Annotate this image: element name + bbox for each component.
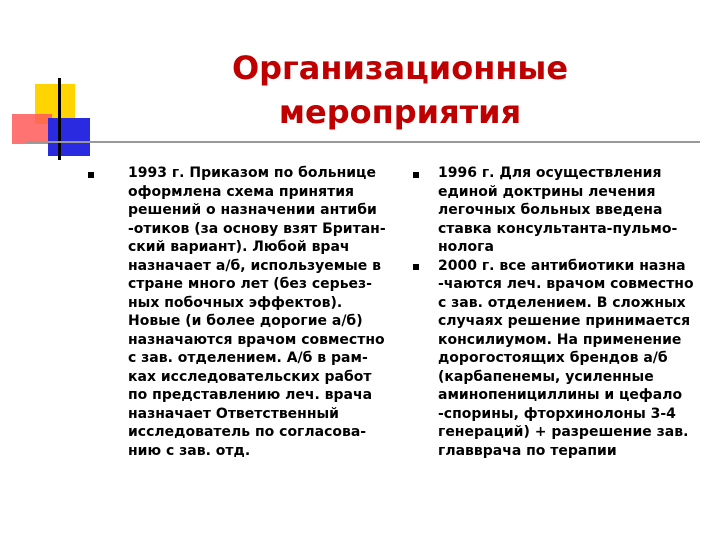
right-column	[438, 164, 706, 460]
title-divider	[26, 141, 700, 143]
square-bullet-icon	[88, 172, 94, 178]
decor-blue-square	[48, 118, 90, 156]
title-line-1: Организационные	[231, 49, 569, 87]
page-title	[200, 46, 600, 134]
square-bullet-icon	[413, 172, 419, 178]
right-paragraph-2: 2000 г. все антибиотики назна -чаются леч. врачом совместно с зав. отделением. В сложных случаях решение принимается консилиумом. На применение дорогостоящих брендов а/б (карбапенемы, усиленные аминопенициллины и цефало -спорины, фторхинолоны 3-4 генераций) + разрешение зав. главврача по терапии	[438, 257, 694, 459]
right-paragraph-1: 1996 г. Для осуществления единой доктрины лечения легочных больных введена ставка консультанта-пульмо-нолога	[438, 165, 678, 255]
title-line-2: мероприятия	[278, 93, 522, 131]
square-bullet-icon	[413, 264, 419, 270]
decor-red-square	[12, 114, 52, 144]
decor-vertical-line	[58, 78, 61, 160]
left-column	[128, 164, 390, 460]
left-paragraph-1: 1993 г. Приказом по больнице оформлена схема принятия решений о назначении антиби -отиков (за основу взят Британ-ский вариант). Любой врач назначает а/б, используемые в стране много лет (без серьез-ных побочных эффектов). Новые (и более дорогие а/б) назначаются врачом совместно с зав. отделением. А/б в рам-ках исследовательских работ по представлению леч. врача назначает Ответственный исследователь по согласова-нию с зав. отд.	[128, 165, 386, 459]
